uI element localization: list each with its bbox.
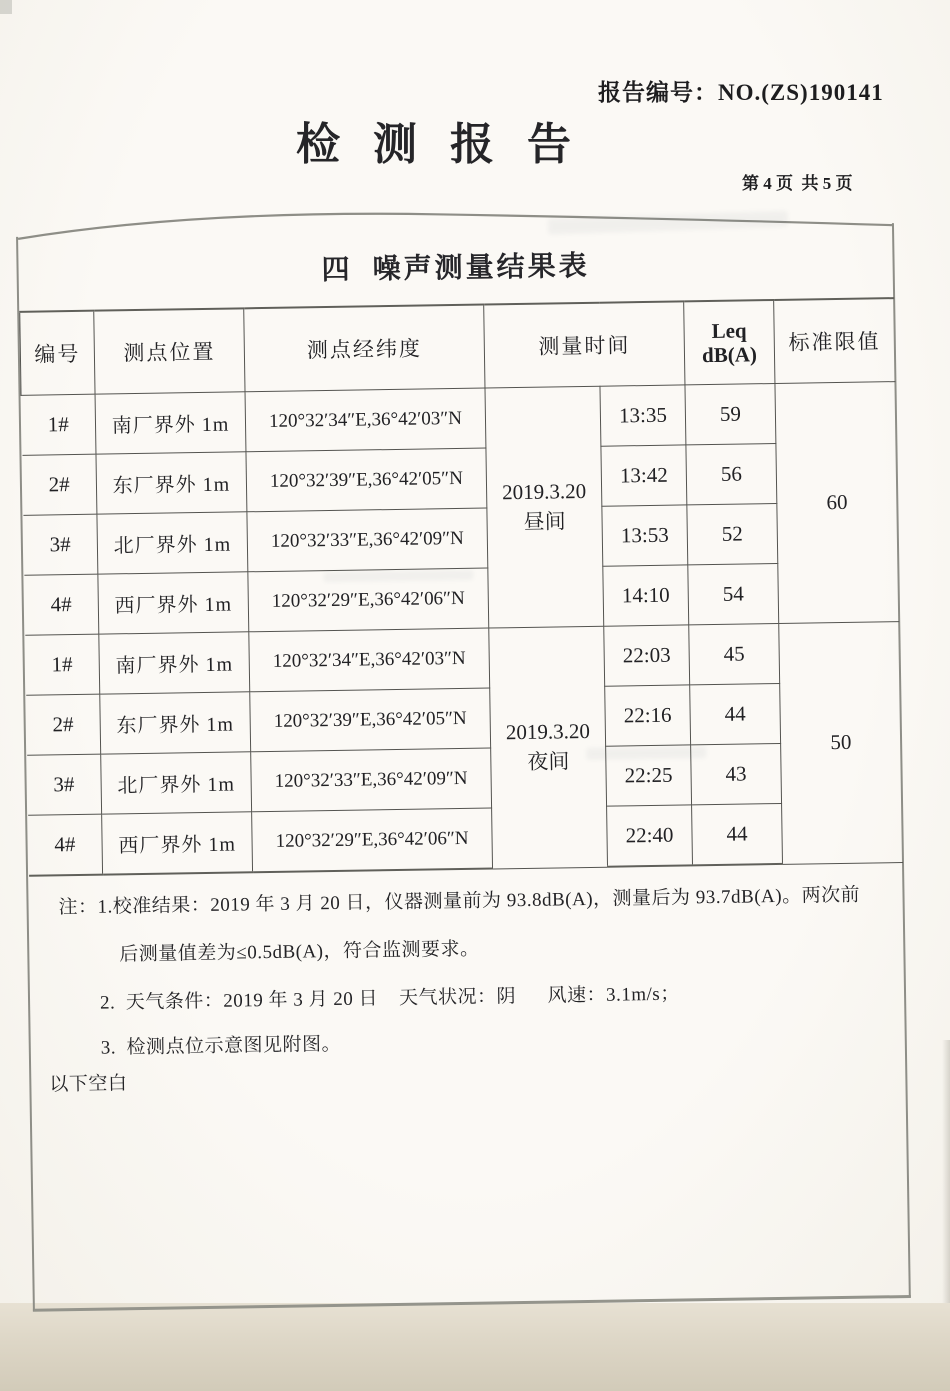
col-header-coords: 测点经纬度 xyxy=(244,305,485,392)
leq-label-line1: Leq xyxy=(711,318,747,343)
cell-limit-night: 50 xyxy=(779,622,903,864)
cell-coords: 120°32′33″E,36°42′09″N xyxy=(251,748,492,812)
cell-date-period-night xyxy=(489,626,608,868)
cell-location: 东厂界外 1m xyxy=(96,452,247,514)
cell-date-period-day xyxy=(485,386,604,628)
cell-coords: 120°32′39″E,36°42′05″N xyxy=(250,688,491,752)
measure-date: 2019.3.20 xyxy=(501,479,587,505)
cell-time: 13:42 xyxy=(601,445,687,506)
cell-leq: 56 xyxy=(686,443,777,504)
measure-period: 昼间 xyxy=(523,508,566,534)
cell-coords: 120°32′29″E,36°42′06″N xyxy=(252,808,493,872)
cell-time: 22:16 xyxy=(605,685,691,746)
cell-leq: 45 xyxy=(689,623,780,684)
cell-leq: 59 xyxy=(685,383,776,444)
cell-coords: 120°32′39″E,36°42′05″N xyxy=(246,448,487,512)
cell-id: 2# xyxy=(26,694,101,755)
col-header-limit: 标准限值 xyxy=(774,298,895,383)
page-title: 检测报告 xyxy=(296,120,604,169)
cell-location: 北厂界外 1m xyxy=(97,512,248,574)
table-row xyxy=(28,802,903,876)
col-header-id: 编号 xyxy=(20,311,95,396)
note-blank-below: 以下空白 xyxy=(49,1073,128,1096)
report-number: 报告编号：NO.(ZS)190141 xyxy=(598,80,884,105)
cell-coords: 120°32′29″E,36°42′06″N xyxy=(248,568,489,632)
cell-leq: 44 xyxy=(690,683,781,744)
measure-date: 2019.3.20 xyxy=(505,719,591,745)
scan-artifact xyxy=(0,0,12,14)
col-header-location: 测点位置 xyxy=(94,308,245,394)
cell-time: 14:10 xyxy=(603,565,689,626)
table-header-row xyxy=(20,298,895,395)
cell-time: 13:53 xyxy=(602,505,688,566)
cell-time: 22:25 xyxy=(606,745,692,806)
cell-location: 东厂界外 1m xyxy=(100,692,251,754)
note-calibration-line2: 后测量值差为≤0.5dB(A)，符合监测要求。 xyxy=(119,938,480,966)
note-map-reference: 3. 检测点位示意图见附图。 xyxy=(100,1033,342,1059)
page-border-box xyxy=(16,223,911,1312)
cell-location: 南厂界外 1m xyxy=(99,632,250,694)
note-calibration-line1: 注：1.校准结果：2019 年 3 月 20 日，仪器测量前为 93.8dB(A)，测量后为 93.7dB(A)。两次前 xyxy=(58,884,861,919)
measure-period: 夜间 xyxy=(527,749,570,774)
cell-location: 西厂界外 1m xyxy=(102,812,253,875)
cell-leq: 52 xyxy=(687,503,778,564)
cell-leq: 44 xyxy=(692,803,783,865)
leq-label-line2: dB(A) xyxy=(701,342,758,368)
noise-results-table xyxy=(19,297,902,877)
page-number: 第 4 页 共 5 页 xyxy=(742,174,853,193)
cell-coords: 120°32′34″E,36°42′03″N xyxy=(249,628,490,692)
cell-leq: 43 xyxy=(691,743,782,804)
col-header-leq xyxy=(684,300,775,385)
cell-coords: 120°32′33″E,36°42′09″N xyxy=(247,508,488,572)
cell-id: 3# xyxy=(23,514,98,575)
cell-location: 南厂界外 1m xyxy=(95,392,246,454)
cell-id: 1# xyxy=(25,634,100,695)
cell-id: 2# xyxy=(22,454,97,515)
cell-id: 4# xyxy=(24,574,99,635)
scanner-background xyxy=(0,1303,950,1391)
col-header-time: 测量时间 xyxy=(484,301,685,388)
table-title: 四 噪声测量结果表 xyxy=(321,250,590,287)
cell-location: 西厂界外 1m xyxy=(98,572,249,634)
cell-time: 22:40 xyxy=(607,805,693,867)
cell-id: 3# xyxy=(27,754,102,815)
cell-limit-day: 60 xyxy=(775,382,899,624)
cell-time: 13:35 xyxy=(600,385,686,446)
scan-edge-shadow xyxy=(942,1040,950,1303)
cell-location: 北厂界外 1m xyxy=(101,752,252,814)
cell-leq: 54 xyxy=(688,563,779,624)
cell-id: 1# xyxy=(21,394,96,455)
cell-coords: 120°32′34″E,36°42′03″N xyxy=(245,388,486,452)
cell-time: 22:03 xyxy=(604,625,690,686)
cell-id: 4# xyxy=(28,814,103,876)
note-weather: 2. 天气条件：2019 年 3 月 20 日 天气状况：阴 风速：3.1m/s； xyxy=(99,983,680,1014)
